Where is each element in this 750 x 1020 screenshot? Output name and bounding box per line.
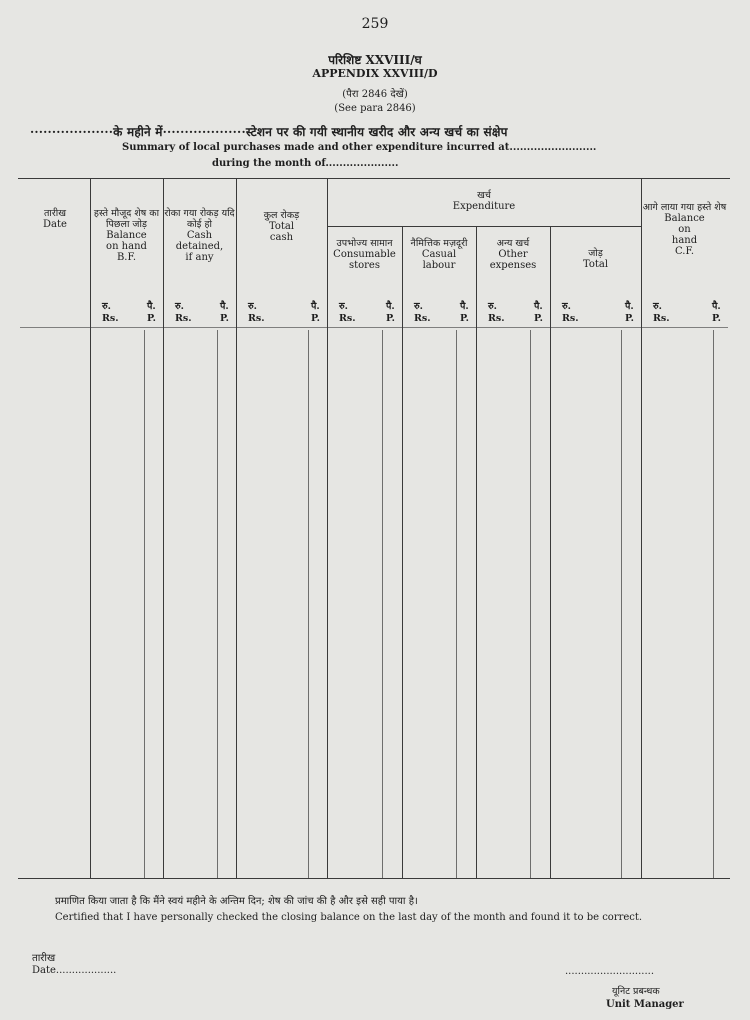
column-header-hindi: जोड़ <box>588 248 603 259</box>
paise-label-hindi: पै. <box>625 301 634 312</box>
page-number: 259 <box>361 16 389 32</box>
column-header <box>163 208 236 263</box>
column-header-english: Total <box>268 221 295 232</box>
column-header-hindi: नैमित्तिक मज़दूरी <box>410 238 468 249</box>
column-header-english: Casual <box>421 249 457 260</box>
column-header-english: hand <box>671 235 698 246</box>
expenditure-header-hindi: खर्च <box>477 190 491 201</box>
rupee-label-hindi: रु. <box>102 301 111 312</box>
column-header-hindi: रोका गया रोकड़ यदि कोई हो <box>164 208 235 230</box>
column-header <box>236 210 327 243</box>
paise-label-hindi: पै. <box>220 301 229 312</box>
column-header-english: labour <box>422 260 456 271</box>
column-header-english: B.F. <box>116 252 137 263</box>
para-reference-hindi: (पैरा 2846 देखें) <box>342 89 408 100</box>
column-header-english: on <box>678 224 691 235</box>
expenditure-header-english: Expenditure <box>452 201 516 212</box>
unit-manager-label-hindi: यूनिट प्रबन्धक <box>612 986 660 997</box>
column-divider <box>163 178 164 878</box>
appendix-title-hindi: परिशिष्ट XXVIII/घ <box>328 53 422 67</box>
unit-manager-label: Unit Manager <box>606 999 684 1010</box>
paise-label: P. <box>311 313 320 324</box>
rupee-paise-divider <box>530 330 531 878</box>
rupee-paise-divider <box>713 330 714 878</box>
column-header-english: Date <box>43 219 67 230</box>
column-header-english: expenses <box>489 260 537 271</box>
rupee-label-hindi: रु. <box>248 301 257 312</box>
paise-label: P. <box>460 313 469 324</box>
rupee-paise-divider <box>456 330 457 878</box>
rupee-paise-divider <box>382 330 383 878</box>
rupee-label: Rs. <box>339 313 356 324</box>
signature-date-label-hindi: तारीख <box>32 953 56 964</box>
paise-label-hindi: पै. <box>534 301 543 312</box>
paise-label: P. <box>712 313 721 324</box>
rupee-label-hindi: रु. <box>653 301 662 312</box>
paise-label-hindi: पै. <box>147 301 156 312</box>
signature-line: ............................ <box>565 966 655 977</box>
column-header-english: Other <box>498 249 528 260</box>
column-header-english: Balance <box>664 213 705 224</box>
paise-label: P. <box>147 313 156 324</box>
month-line: during the month of..................... <box>212 158 399 169</box>
column-header-hindi: अन्य खर्च <box>496 238 530 249</box>
summary-heading-hindi: ···················के महीने में···················स्टेशन पर की गयी स्थानीय खरीद और अन्य खर्च का संक्षेप <box>30 125 508 139</box>
rupee-label: Rs. <box>488 313 505 324</box>
column-divider <box>476 226 477 878</box>
appendix-title: APPENDIX XXVIII/D <box>312 67 438 80</box>
column-header <box>402 238 476 271</box>
column-header-hindi: उपभोज्य सामान <box>336 238 393 249</box>
rupee-label-hindi: रु. <box>414 301 423 312</box>
paise-label: P. <box>534 313 543 324</box>
paise-label: P. <box>220 313 229 324</box>
rupee-paise-divider <box>217 330 218 878</box>
column-divider <box>90 178 91 878</box>
certificate-text: Certified that I have personally checked the closing balance on the last day of the month and found it to be correct. <box>55 912 643 923</box>
expenditure-header <box>327 190 641 212</box>
column-divider <box>641 178 642 878</box>
rupee-paise-divider <box>621 330 622 878</box>
column-header <box>20 208 90 230</box>
paise-label: P. <box>386 313 395 324</box>
column-header-english: Cash <box>186 230 213 241</box>
para-reference: (See para 2846) <box>334 103 416 114</box>
column-header-hindi: तारीख <box>44 208 66 219</box>
table-bottom-rule <box>18 878 730 879</box>
column-header-english: Consumable <box>333 249 396 260</box>
paise-label: P. <box>625 313 634 324</box>
rupee-label: Rs. <box>414 313 431 324</box>
column-header <box>641 202 728 257</box>
column-header-english: if any <box>185 252 214 263</box>
column-divider <box>327 178 328 878</box>
rupee-label: Rs. <box>248 313 265 324</box>
column-divider <box>236 178 237 878</box>
column-header-english: C.F. <box>674 246 695 257</box>
rupee-label: Rs. <box>175 313 192 324</box>
column-header-hindi: कुल रोकड़ <box>263 210 300 221</box>
column-header-english: detained, <box>175 241 224 252</box>
expenditure-rule <box>327 226 641 227</box>
column-header-english: cash <box>269 232 294 243</box>
column-divider <box>550 226 551 878</box>
column-header-hindi: हस्ते मौजूद शेष का पिछला जोड़ <box>93 208 160 230</box>
table-top-rule <box>18 178 730 179</box>
paise-label-hindi: पै. <box>386 301 395 312</box>
paise-label-hindi: पै. <box>460 301 469 312</box>
certificate-text-hindi: प्रमाणित किया जाता है कि मैंने स्वयं महीने के अन्तिम दिन; शेष की जांच की है और इसे सही पाया है। <box>55 896 418 907</box>
rupee-label-hindi: रु. <box>175 301 184 312</box>
column-header-english: stores <box>348 260 380 271</box>
rupee-paise-divider <box>144 330 145 878</box>
paise-label-hindi: पै. <box>712 301 721 312</box>
summary-heading: Summary of local purchases made and other expenditure incurred at......................... <box>122 142 597 153</box>
rupee-label-hindi: रु. <box>562 301 571 312</box>
column-header <box>90 208 163 263</box>
column-header <box>550 248 641 270</box>
column-header-hindi: आगे लाया गया हस्ते शेष <box>642 202 727 213</box>
column-header-english: on hand <box>106 241 147 252</box>
column-header <box>327 238 402 271</box>
signature-date-field: Date................... <box>32 965 117 976</box>
header-underline <box>20 327 728 328</box>
rupee-label-hindi: रु. <box>488 301 497 312</box>
column-header-english: Total <box>582 259 609 270</box>
column-header <box>476 238 550 271</box>
rupee-label-hindi: रु. <box>339 301 348 312</box>
rupee-label: Rs. <box>102 313 119 324</box>
column-header-english: Balance <box>106 230 147 241</box>
rupee-label: Rs. <box>653 313 670 324</box>
rupee-label: Rs. <box>562 313 579 324</box>
column-divider <box>402 226 403 878</box>
rupee-paise-divider <box>308 330 309 878</box>
paise-label-hindi: पै. <box>311 301 320 312</box>
